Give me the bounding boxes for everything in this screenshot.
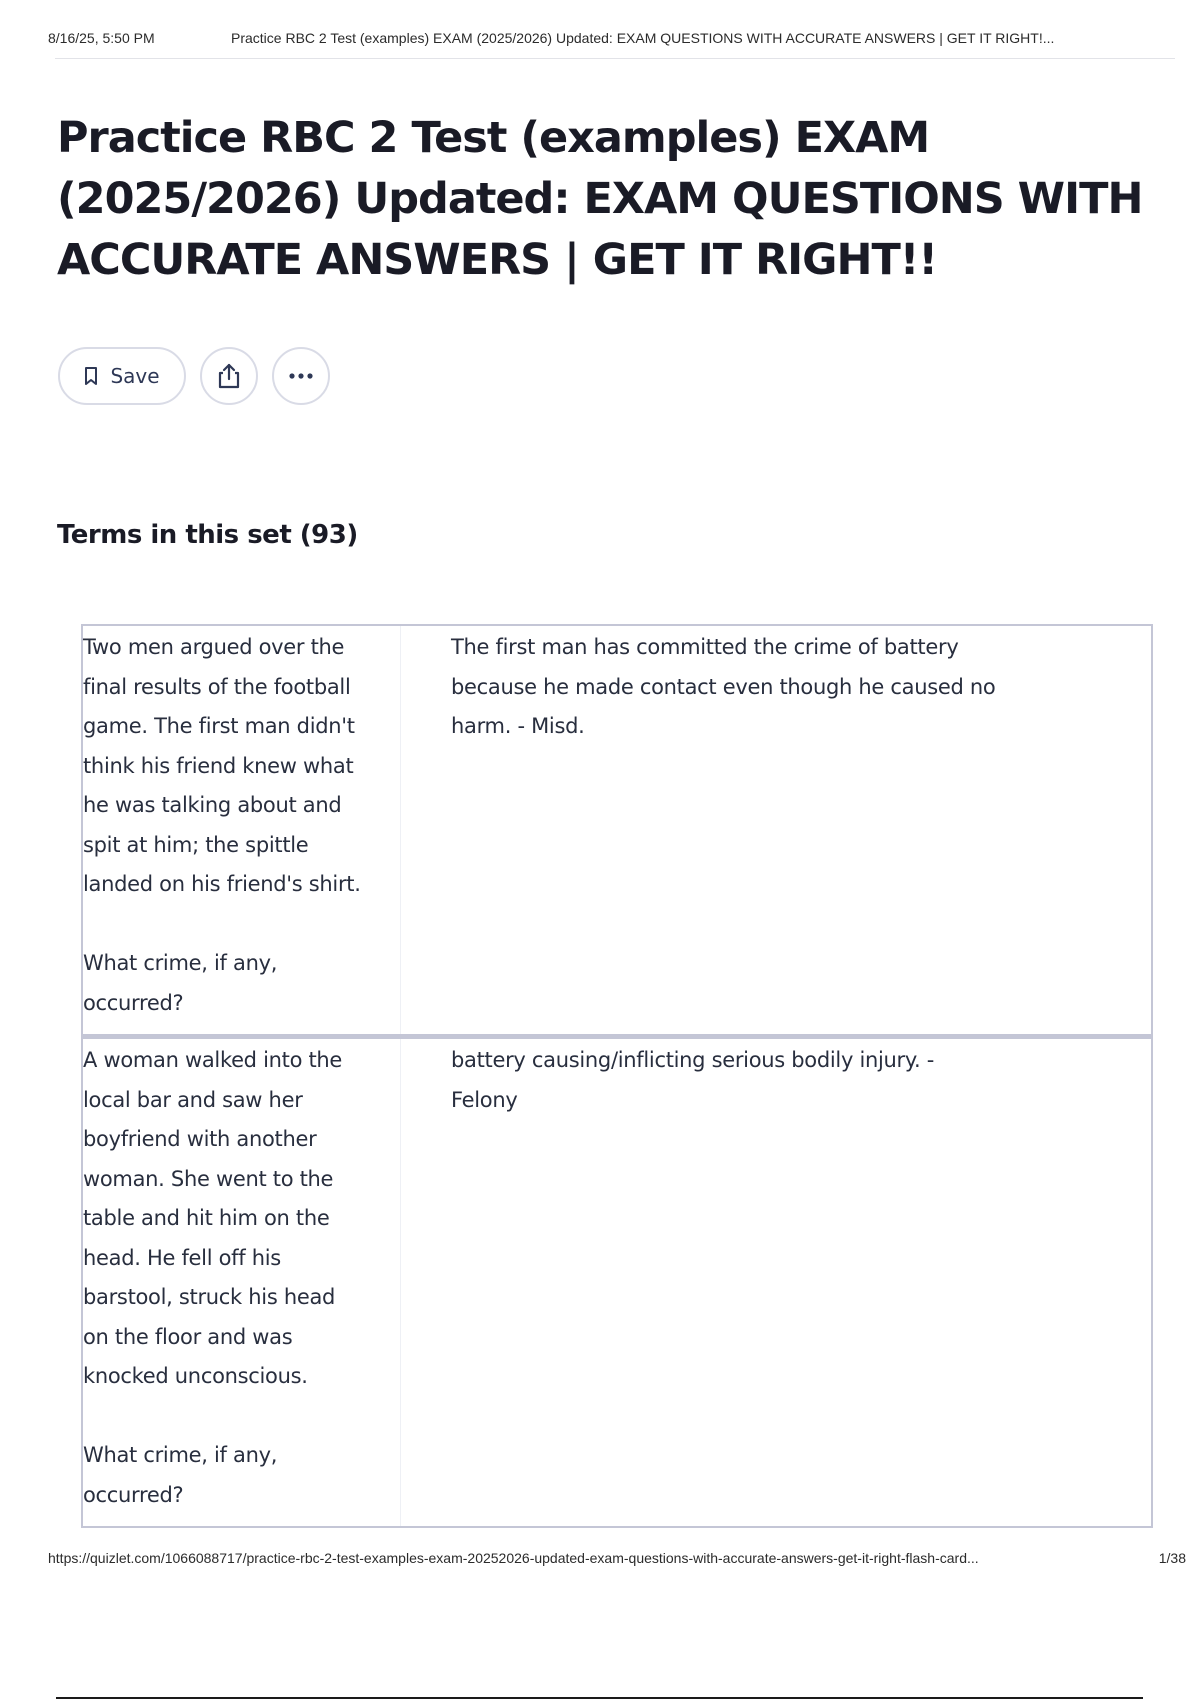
print-url: https://quizlet.com/1066088717/practice-rbc-2-test-examples-exam-20252026-updated-exam-questions-with-accurate-answers-get-it-right-flash-card... xyxy=(48,1550,979,1566)
print-doc-title: Practice RBC 2 Test (examples) EXAM (2025/2026) Updated: EXAM QUESTIONS WITH ACCURATE ANSWERS | GET IT RIGHT!... xyxy=(231,30,1055,46)
page-title: Practice RBC 2 Test (examples) EXAM (2025/2026) Updated: EXAM QUESTIONS WITH ACCURATE ANSWERS | GET IT RIGHT!! xyxy=(57,113,1143,285)
bookmark-icon xyxy=(84,366,98,386)
action-bar xyxy=(58,346,330,406)
term-card[interactable] xyxy=(81,624,1153,1036)
term-card[interactable] xyxy=(81,1036,1153,1528)
term-text: Two men argued over the final results of the football game. The first man didn't think his friend knew what he was talking about and spit at him; the spittle landed on his friend's shirt. What crime, if any, occurred? xyxy=(83,626,401,1034)
page-number: 1/38 xyxy=(1158,1550,1186,1566)
share-button[interactable] xyxy=(200,347,258,405)
save-button[interactable] xyxy=(58,347,186,405)
definition-text: battery causing/inflicting serious bodily injury. - Felony xyxy=(451,1048,935,1112)
term-text: A woman walked into the local bar and saw her boyfriend with another woman. She went to the table and hit him on the head. He fell off his barstool, struck his head on the floor and was knocked unconscious. What crime, if any, occurred? xyxy=(83,1039,401,1526)
share-icon xyxy=(216,362,242,390)
more-options-button[interactable] xyxy=(272,347,330,405)
bottom-divider xyxy=(56,1697,1143,1699)
definition-text: The first man has committed the crime of battery because he made contact even though he caused no harm. - Misd. xyxy=(451,635,996,738)
terms-heading: Terms in this set (93) xyxy=(57,520,358,550)
more-icon xyxy=(287,372,315,380)
header-divider xyxy=(55,58,1175,59)
print-header xyxy=(48,28,1168,54)
save-button-label: Save xyxy=(110,364,160,388)
print-datetime: 8/16/25, 5:50 PM xyxy=(48,30,155,46)
terms-list xyxy=(81,624,1153,1528)
